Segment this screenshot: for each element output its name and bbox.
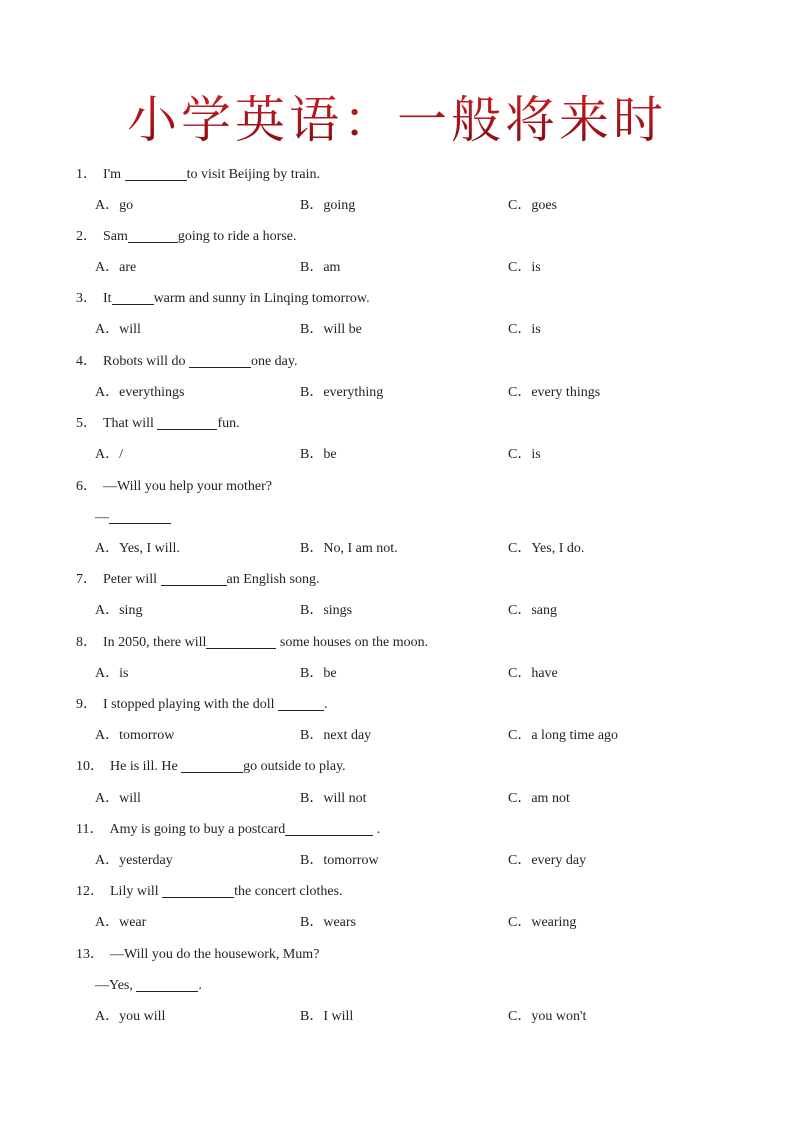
option-c[interactable]: C．am not [508,791,570,806]
question-2 [76,227,296,247]
option-c[interactable]: C．a long time ago [508,728,619,743]
question-text-before: It [103,291,112,306]
option-b[interactable]: B．will not [300,791,367,806]
options-row-9 [0,726,794,746]
question-text-before: Peter will [103,572,161,587]
option-c[interactable]: C．you won't [508,1009,587,1024]
option-a[interactable]: A．wear [95,915,147,930]
options-row-1 [0,196,794,216]
options-row-4 [0,383,794,403]
question-5 [76,414,240,434]
answer-blank [206,634,276,649]
question-text-before: Robots will do [103,354,189,369]
question-text-after: going to ride a horse. [177,229,297,244]
option-a[interactable]: A．go [95,198,134,213]
question-13 [76,945,319,965]
question-text-after: the concert clothes. [234,884,343,899]
options-row-7 [0,601,794,621]
question-text-after: warm and sunny in Linqing tomorrow. [153,291,370,306]
question-10 [76,757,346,777]
question-text-after: . [323,697,328,712]
question-text-before: —Will you do the housework, Mum? [110,947,320,962]
option-a[interactable]: A．tomorrow [95,728,175,743]
question-11 [76,820,380,840]
question-text-after: some houses on the moon. [276,635,429,650]
question-number: 10． [76,759,104,774]
options-row-6 [0,539,794,559]
question-number: 1． [76,167,97,182]
question-1 [76,165,320,185]
question-number: 3． [76,291,97,306]
question-number: 5． [76,416,97,431]
option-b[interactable]: B．am [300,260,341,275]
option-a[interactable]: A．you will [95,1009,166,1024]
question-text-after: to visit Beijing by train. [186,167,320,182]
question-text-before: —Will you help your mother? [103,479,272,494]
reply-text: —Yes, [95,978,137,993]
options-row-2 [0,258,794,278]
question-text-after: fun. [217,416,240,431]
question-text-before: Lily will [110,884,163,899]
option-c[interactable]: C．wearing [508,915,577,930]
option-b[interactable]: B．next day [300,728,372,743]
option-c[interactable]: C．sang [508,603,557,618]
question-number: 11． [76,822,104,837]
options-row-3 [0,320,794,340]
option-c[interactable]: C．is [508,447,541,462]
option-b[interactable]: B．No, I am not. [300,541,398,556]
option-b[interactable]: B．tomorrow [300,853,379,868]
option-a[interactable]: A．sing [95,603,143,618]
option-b[interactable]: B．will be [300,322,362,337]
answer-blank [112,290,154,305]
options-row-11 [0,851,794,871]
question-text-after: one day. [250,354,298,369]
options-row-5 [0,445,794,465]
options-row-13 [0,1007,794,1027]
option-b[interactable]: B．be [300,666,337,681]
option-a[interactable]: A．will [95,791,141,806]
question-text-before: I'm [103,167,125,182]
option-a[interactable]: A．everythings [95,385,185,400]
option-b[interactable]: B．be [300,447,337,462]
question-number: 12． [76,884,104,899]
question-number: 4． [76,354,97,369]
question-13-reply [95,976,202,996]
question-text-before: He is ill. He [110,759,182,774]
question-text-before: That will [103,416,158,431]
reply-dash: — [95,510,109,525]
question-text-before: I stopped playing with the doll [103,697,278,712]
question-number: 9． [76,697,97,712]
reply-end: . [198,978,202,993]
question-number: 13． [76,947,104,962]
question-number: 6． [76,479,97,494]
answer-blank [285,821,373,836]
answer-blank [162,883,234,898]
option-a[interactable]: A．is [95,666,129,681]
answer-blank [189,353,251,368]
option-b[interactable]: B．I will [300,1009,354,1024]
question-4 [76,352,298,372]
question-8 [76,633,428,653]
option-b[interactable]: B．going [300,198,356,213]
question-number: 7． [76,572,97,587]
question-12 [76,882,343,902]
question-6 [76,477,272,497]
answer-blank [125,166,187,181]
answer-blank [136,977,198,992]
option-a[interactable]: A．are [95,260,137,275]
option-a[interactable]: A．/ [95,447,123,462]
option-b[interactable]: B．sings [300,603,353,618]
question-text-before: Amy is going to buy a postcard [109,822,286,837]
question-6-reply [95,508,171,528]
question-3 [76,289,370,309]
option-b[interactable]: B．everything [300,385,384,400]
options-row-10 [0,789,794,809]
question-text-before: Sam [103,229,128,244]
option-c[interactable]: C．Yes, I do. [508,541,585,556]
answer-blank [161,571,227,586]
option-c[interactable]: C．goes [508,198,557,213]
question-number: 8． [76,635,97,650]
option-a[interactable]: A．yesterday [95,853,173,868]
question-7 [76,570,320,590]
options-row-8 [0,664,794,684]
question-9 [76,695,327,715]
option-c[interactable]: C．have [508,666,558,681]
options-row-12 [0,913,794,933]
option-c[interactable]: C．every things [508,385,601,400]
question-text-after: go outside to play. [243,759,346,774]
question-text-before: In 2050, there will [103,635,207,650]
option-a[interactable]: A．will [95,322,141,337]
option-a[interactable]: A．Yes, I will. [95,541,180,556]
page-title: 小学英语：一般将来时 [0,88,794,152]
option-c[interactable]: C．every day [508,853,587,868]
answer-blank [109,509,171,524]
option-b[interactable]: B．wears [300,915,356,930]
question-number: 2． [76,229,97,244]
answer-blank [157,415,217,430]
question-text-after: . [373,822,381,837]
answer-blank [181,758,243,773]
question-text-after: an English song. [226,572,320,587]
option-c[interactable]: C．is [508,322,541,337]
option-c[interactable]: C．is [508,260,541,275]
answer-blank [128,228,178,243]
answer-blank [278,696,324,711]
